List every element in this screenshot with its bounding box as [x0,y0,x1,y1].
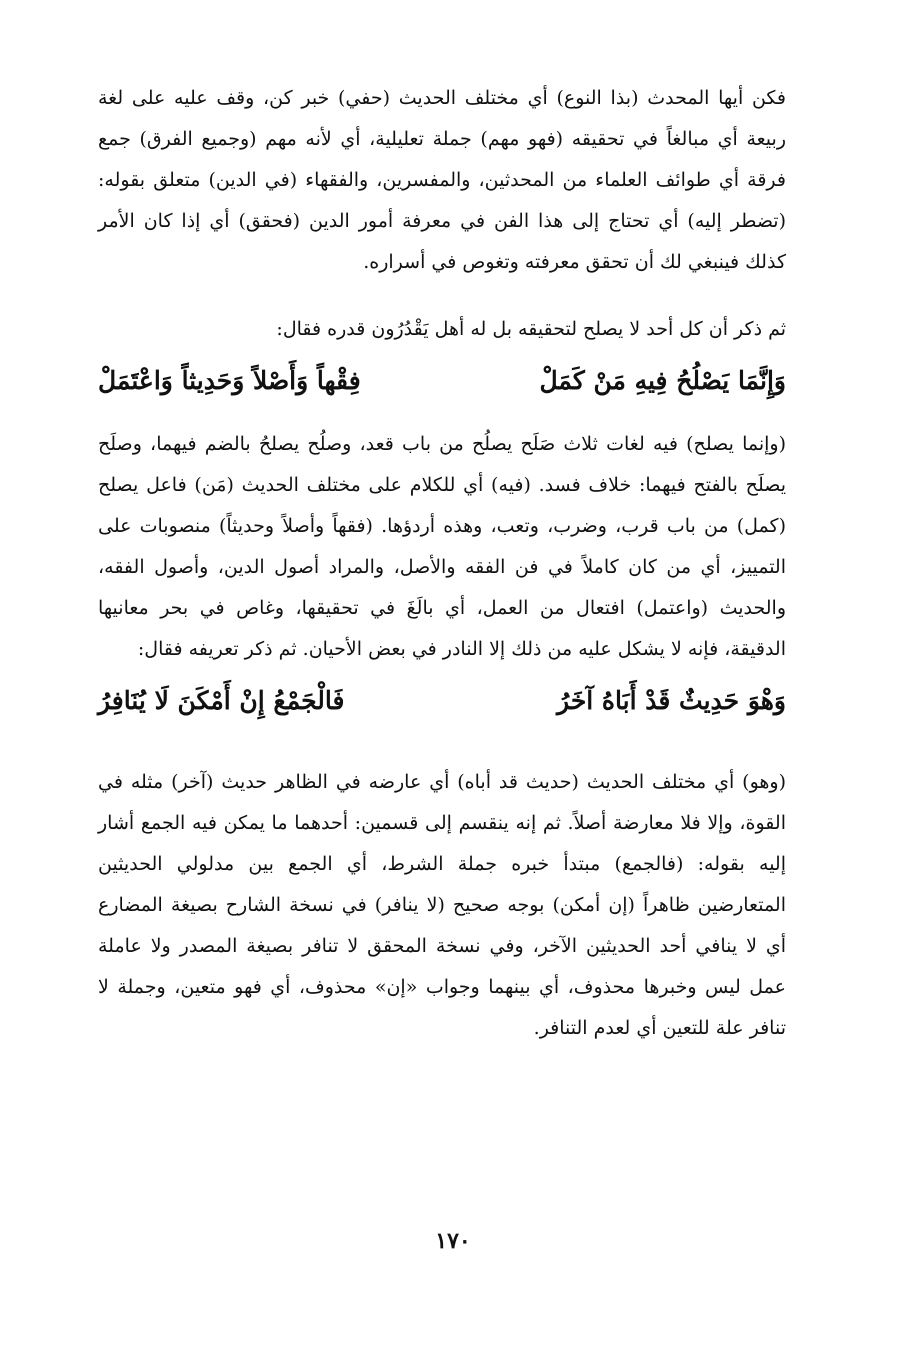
verse-2-second-hemistich: فَالْجَمْعُ إِنْ أَمْكَنَ لَا يُنَافِرُ [98,686,345,715]
verse-introduction: ثم ذكر أن كل أحد لا يصلح لتحقيقه بل له أهل يَقْدُرُون قدره فقال: [276,318,786,340]
commentary-paragraph-2: (وإنما يصلح) فيه لغات ثلاث صَلَح يصلُح من باب قعد، وصلُح يصلحُ بالضم فيهما، وصلَح يصلَح بالفتح فيهما: خلاف فسد. (فيه) أي للكلام على مختلف الحديث (مَن) فاعل يصلح (كمل) من باب قرب، وضرب، وتعب، وهذه أردؤها. (فقهاً وأصلاً وحديثاً) منصوبات على التمييز، أي من كان كاملاً في فن الفقه والأصل، والمراد أصول الدين، وأصول الفقه، والحديث (واعتمل) افتعال من العمل، أي بالَغَ في تحقيقها، وغاص في بحر معانيها الدقيقة، فإنه لا يشكل عليه من ذلك إلا النادر في بعض الأحيان. ثم ذكر تعريفه فقال: [98,433,786,660]
verse-1-second-hemistich: فِقْهاً وَأَصْلاً وَحَدِيثاً وَاعْتَمَلْ [98,366,361,395]
commentary-paragraph-3: (وهو) أي مختلف الحديث (حديث قد أباه) أي عارضه في الظاهر حديث (آخر) مثله في القوة، وإلا فلا معارضة أصلاً. ثم إنه ينقسم إلى قسمين: أحدهما ما يمكن فيه الجمع أشار إليه بقوله: (فالجمع) مبتدأ خبره جملة الشرط، أي الجمع بين مدلولي الحديثين المتعارضين ظاهراً (إن أمكن) بوجه صحيح (لا ينافر) في نسخة الشارح بصيغة المضارع أي لا ينافي أحد الحديثين الآخر، وفي نسخة المحقق لا تنافر بصيغة المصدر ولا عاملة عمل ليس وخبرها محذوف، أي بينهما وجواب «إن» محذوف، أي فهو متعين، وجملة لا تنافر علة للتعين أي لعدم التنافر. [98,771,786,1039]
poem-verse-1 [98,358,786,404]
poem-verse-2 [98,678,786,724]
verse-2-first-hemistich: وَهْوَ حَدِيثٌ قَدْ أَبَاهُ آخَرُ [557,686,786,715]
verse-1-first-hemistich: وَإِنَّمَا يَصْلُحُ فِيهِ مَنْ كَمَلْ [539,366,786,395]
page-number: ١٧٠ [435,1228,471,1254]
commentary-paragraph-1: فكن أيها المحدث (بذا النوع) أي مختلف الحديث (حفي) خبر كن، وقف عليه على لغة ربيعة أي مبالغاً في تحقيقه (فهو مهم) جملة تعليلية، أي لأنه مهم (وجميع الفرق) جمع فرقة أي طوائف العلماء من المحدثين، والمفسرين، والفقهاء (في الدين) متعلق بقوله: (تضطر إليه) أي تحتاج إلى هذا الفن في معرفة أمور الدين (فحقق) أي إذا كان الأمر كذلك فينبغي لك أن تحقق معرفته وتغوص في أسراره. [98,87,786,273]
